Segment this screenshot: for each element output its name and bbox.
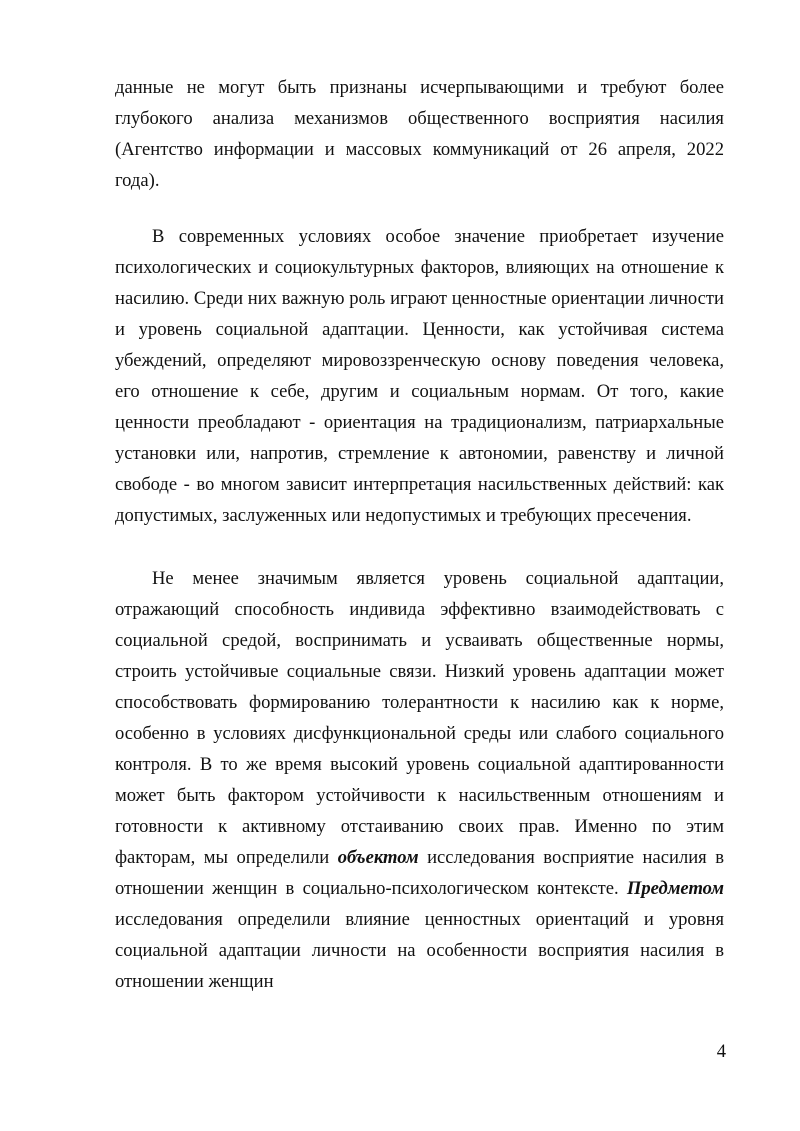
paragraph-line: отражающий способность индивида эффективно взаимодействовать с (115, 599, 724, 620)
paragraph-line: социальной средой, воспринимать и усваивать общественные нормы, (115, 630, 724, 651)
paragraph-line: исследования определили влияние ценностных ориентаций и уровня (115, 909, 724, 930)
paragraph-line: особенно в условиях дисфункциональной среды или слабого социального (115, 723, 724, 744)
paragraph-line: установки или, напротив, стремление к автономии, равенству и личной (115, 443, 724, 464)
paragraph-1 (115, 72, 724, 196)
line-text: факторам, мы определили (115, 847, 338, 868)
paragraph-2 (115, 221, 724, 531)
paragraph-line: контроля. В то же время высокий уровень социальной адаптированности (115, 754, 724, 775)
paragraph-line: свободе - во многом зависит интерпретация насильственных действий: как (115, 474, 724, 495)
paragraph-line: социальной адаптации личности на особенности восприятия насилия в (115, 940, 724, 961)
paragraph-line: данные не могут быть признаны исчерпывающими и требуют более (115, 77, 724, 98)
paragraph-line: (Агентство информации и массовых коммуникаций от 26 апреля, 2022 (115, 139, 724, 160)
paragraph-line (115, 842, 724, 873)
paragraph-line: ценности преобладают - ориентация на традиционализм, патриархальные (115, 412, 724, 433)
paragraph-line: допустимых, заслуженных или недопустимых и требующих пресечения. (115, 505, 692, 526)
paragraph-line: В современных условиях особое значение приобретает изучение (152, 226, 724, 247)
paragraph-line: Не менее значимым является уровень социальной адаптации, (152, 568, 724, 589)
emphasis-subject: Предметом (626, 878, 724, 899)
page-number: 4 (716, 1041, 726, 1062)
paragraph-3 (115, 563, 724, 997)
paragraph-line: способствовать формированию толерантности к насилию как к норме, (115, 692, 724, 713)
line-text: исследования восприятие насилия в (418, 847, 724, 868)
paragraph-line: его отношение к себе, другим и социальным нормам. От того, какие (115, 381, 724, 402)
paragraph-line: убеждений, определяют мировоззренческую основу поведения человека, (115, 350, 724, 371)
paragraph-line: года). (115, 170, 160, 191)
paragraph-line: готовности к активному отстаиванию своих прав. Именно по этим (115, 816, 724, 837)
paragraph-line: отношении женщин (115, 971, 274, 992)
emphasis-object: объектом (337, 847, 419, 868)
paragraph-line: глубокого анализа механизмов общественного восприятия насилия (115, 108, 724, 129)
paragraph-line: и уровень социальной адаптации. Ценности, как устойчивая система (115, 319, 724, 340)
line-text: отношении женщин в социально-психологическом контексте. (115, 878, 627, 899)
paragraph-line: насилию. Среди них важную роль играют ценностные ориентации личности (115, 288, 724, 309)
paragraph-line: может быть фактором устойчивости к насильственным отношениям и (115, 785, 724, 806)
paragraph-line (115, 873, 724, 904)
paragraph-line: психологических и социокультурных факторов, влияющих на отношение к (115, 257, 724, 278)
paragraph-line: строить устойчивые социальные связи. Низкий уровень адаптации может (115, 661, 724, 682)
